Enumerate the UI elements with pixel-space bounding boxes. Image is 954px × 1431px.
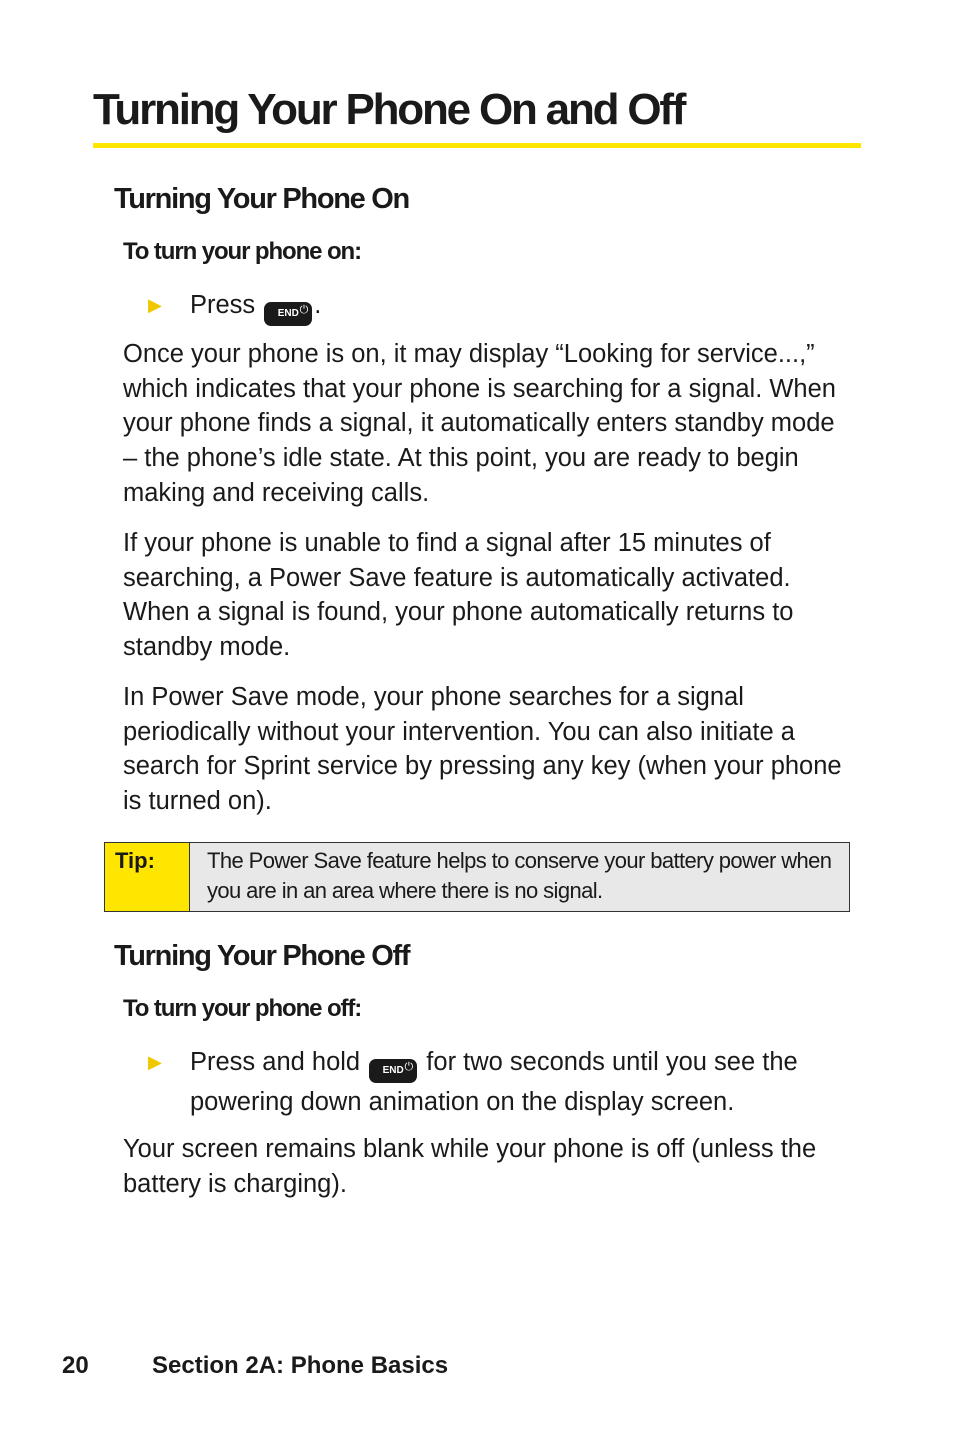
bullet-triangle-icon: ▶	[148, 1052, 162, 1072]
step-text-after: for two seconds until you see the	[426, 1048, 798, 1076]
paragraph-power-save: If your phone is unable to find a signal after 15 minutes of searching, a Power Save feature is automatically activated. When a signal is found, your phone automatically returns to standby mode.	[123, 529, 794, 662]
step-turn-off	[148, 1043, 838, 1121]
paragraph-screen-blank: Your screen remains blank while your phone is off (unless the battery is charging).	[123, 1135, 817, 1198]
tip-text: The Power Save feature helps to conserve your battery power when you are in an area where there is no signal.	[207, 848, 832, 903]
tip-box	[104, 842, 850, 912]
section-off-subheading: To turn your phone off:	[123, 995, 362, 1022]
step-text-continuation: powering down animation on the display screen.	[190, 1088, 735, 1116]
paragraph-looking-for-service: Once your phone is on, it may display “Looking for service...,” which indicates that your phone is searching for a signal. When your phone finds a signal, it automatically enters standby mode – the phone’s idle state. At this point, you are ready to begin making and receiving calls.	[123, 340, 836, 507]
tip-label: Tip:	[105, 843, 190, 911]
paragraph-power-save-mode: In Power Save mode, your phone searches for a signal periodically without your intervention. You can also initiate a search for Sprint service by pressing any key (when your phone is turned on).	[123, 683, 842, 816]
footer-section: Section 2A: Phone Basics	[152, 1352, 449, 1379]
end-key-icon: END ⏻	[264, 302, 312, 326]
power-icon: ⏻	[404, 1061, 414, 1073]
step-turn-on	[148, 286, 838, 326]
step-text-before: Press and hold	[190, 1048, 361, 1076]
page-title: Turning Your Phone On and Off	[93, 85, 685, 134]
step-text-after: .	[314, 291, 322, 319]
section-on-heading: Turning Your Phone On	[114, 183, 409, 215]
step-text-before: Press	[190, 291, 256, 319]
end-key-icon: END ⏻	[369, 1059, 417, 1083]
power-icon: ⏻	[299, 304, 309, 316]
section-off-heading: Turning Your Phone Off	[114, 940, 410, 972]
section-on-subheading: To turn your phone on:	[123, 238, 361, 265]
title-rule	[93, 143, 861, 148]
page-number: 20	[62, 1352, 89, 1379]
bullet-triangle-icon: ▶	[148, 295, 162, 315]
